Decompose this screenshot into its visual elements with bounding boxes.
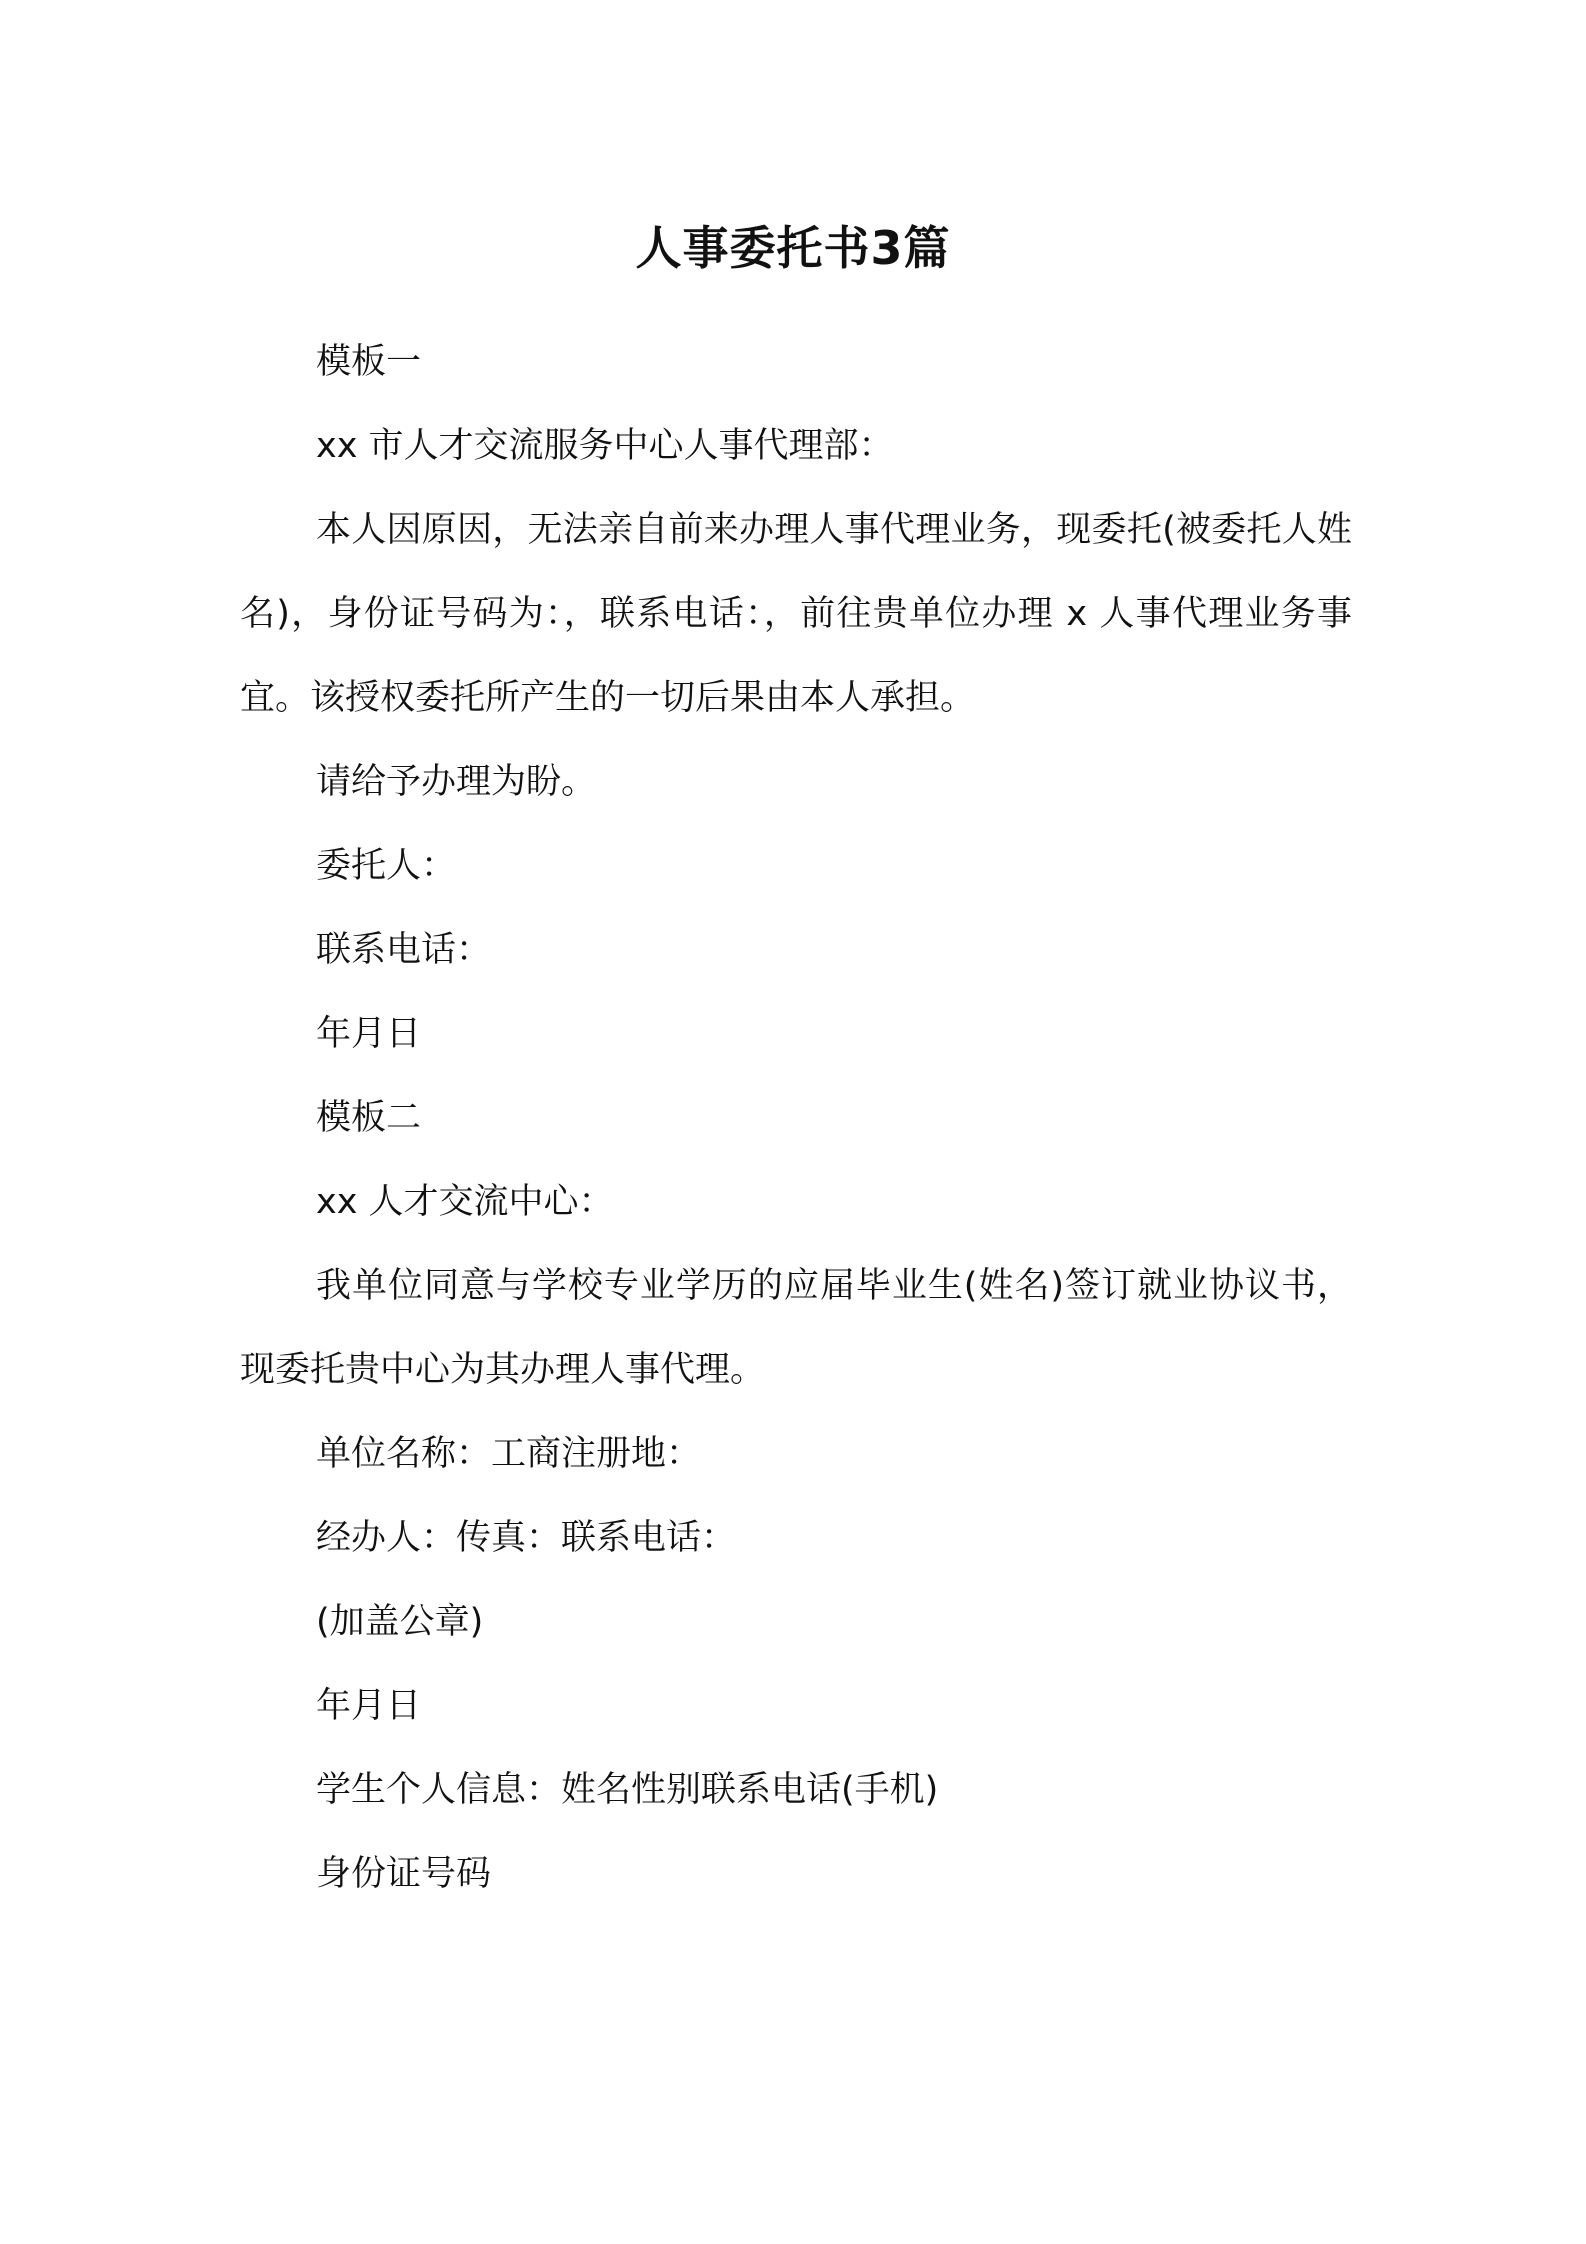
company-field: 单位名称：工商注册地： [316, 1434, 702, 1474]
section-heading: 模板二 [316, 1098, 422, 1138]
document-title: 人事委托书3篇 [635, 221, 951, 275]
section-heading: 模板一 [316, 342, 422, 382]
addressee: xx 市人才交流服务中心人事代理部： [316, 426, 894, 466]
document-body [240, 320, 1352, 1916]
seal-note: (加盖公章) [316, 1602, 484, 1642]
id-number-field: 身份证号码 [316, 1854, 492, 1894]
student-info-field: 学生个人信息：姓名性别联系电话(手机) [316, 1770, 939, 1810]
contact-field: 经办人：传真：联系电话： [316, 1518, 737, 1558]
date-field: 年月日 [316, 1014, 422, 1054]
closing-line: 请给予办理为盼。 [316, 762, 597, 802]
phone-field: 联系电话： [316, 930, 492, 970]
body-paragraph: 我单位同意与学校专业学历的应届毕业生(姓名)签订就业协议书，现委托贵中心为其办理人事代理。 [240, 1266, 1352, 1390]
date-field: 年月日 [316, 1686, 422, 1726]
signature-field: 委托人： [316, 846, 457, 886]
body-paragraph: 本人因原因，无法亲自前来办理人事代理业务，现委托(被委托人姓名)，身份证号码为：，联系电话：，前往贵单位办理 x 人事代理业务事宜。该授权委托所产生的一切后果由本人承担。 [240, 510, 1352, 718]
addressee: xx 人才交流中心： [316, 1182, 614, 1222]
